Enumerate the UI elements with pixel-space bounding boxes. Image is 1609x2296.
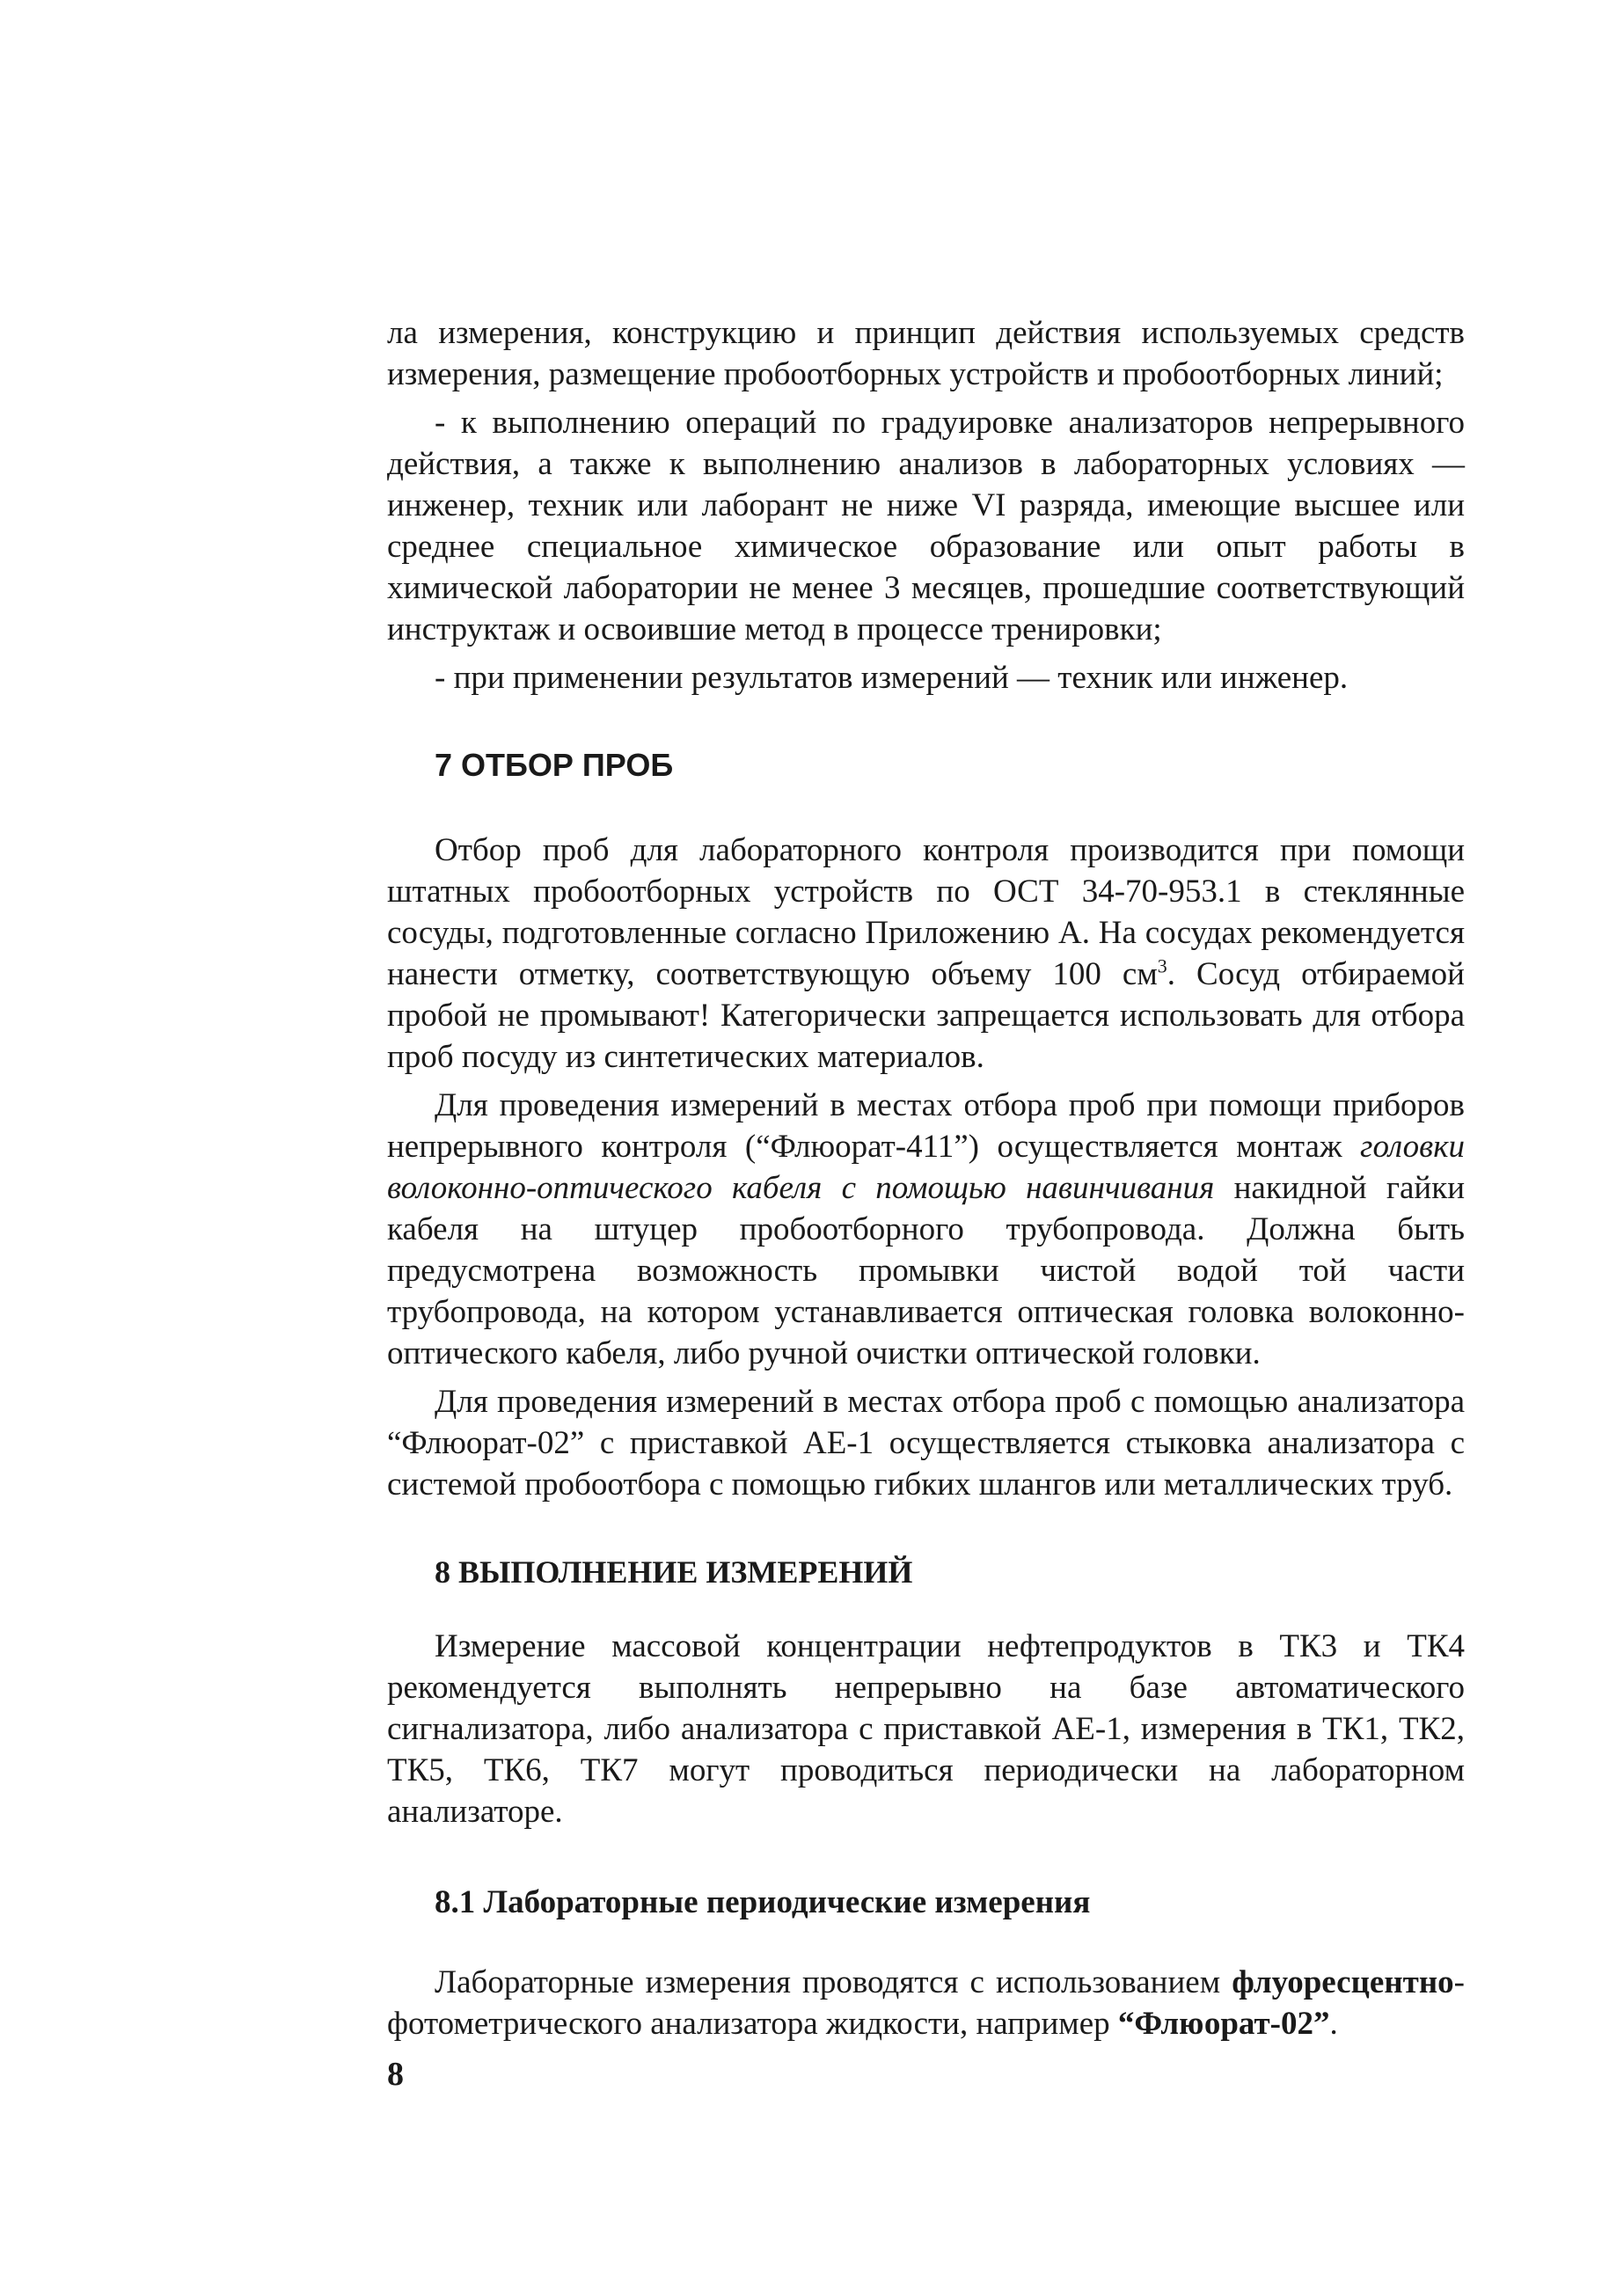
section-7-p2-italic: головки волоконно-оптического кабеля с помощью навинчивания bbox=[387, 1129, 1465, 1206]
section-7-heading: 7 ОТБОР ПРОБ bbox=[435, 747, 674, 783]
subsection-8-1-heading: 8.1 Лабораторные периодические измерения bbox=[435, 1884, 1091, 1920]
paragraph-calibration-staff: - к выполнению операций по градуировке анализаторов непрерывного действия, а также к выполнению анализов в лабораторных условиях — инженер, техник или лаборант не ниже VI разряда, имеющие высшее или среднее специальное химическое образование или опыт работы в химической лаборатории не менее 3 месяцев, прошедшие соответствующий инструктаж и освоившие метод в процессе тренировки; bbox=[387, 405, 1465, 647]
paragraph-results-staff: - при применении результатов измерений — техник или инженер. bbox=[435, 660, 1349, 696]
sub-p1-text-a: Лабораторные измерения проводятся с использованием bbox=[435, 1964, 1232, 2000]
subsection-8-1-paragraph-1 bbox=[387, 1962, 1465, 2044]
section-7-p1-text-b: . Сосуд отбираемой пробой не промывают! Категорически запрещается использовать для отбора проб посуду из синтетических материалов. bbox=[387, 956, 1465, 1075]
paragraph-continuation: ла измерения, конструкцию и принцип действия используемых средств измерения, размещение пробоотборных устройств и пробоотборных линий; bbox=[387, 315, 1465, 392]
sub-p1-text-c: . bbox=[1329, 2006, 1338, 2042]
section-7-p2-text-b: накидной гайки кабеля на штуцер пробоотборного трубопровода. Должна быть предусмотрена возможность промывки чистой водой той части трубопровода, на котором устанавливается оптическая головка волоконно-оптического кабеля, либо ручной очистки оптической головки. bbox=[387, 1170, 1465, 1371]
section-8-paragraph-1: Измерение массовой концентрации нефтепродуктов в ТК3 и ТК4 рекомендуется выполнять непрерывно на базе автоматического сигнализатора, либо анализатора с приставкой АЕ-1, измерения в ТК1, ТК2, ТК5, ТК6, ТК7 могут проводиться периодически на лабораторном анализаторе. bbox=[387, 1628, 1465, 1830]
document-page bbox=[387, 312, 1465, 2094]
sub-p1-bold-2: “Флюорат-02” bbox=[1117, 2006, 1330, 2042]
section-7-paragraph-1 bbox=[387, 830, 1465, 1078]
sub-p1-text-b: -фотометрического анализатора жидкости, например bbox=[387, 1964, 1465, 2042]
page-number: 8 bbox=[387, 2056, 404, 2093]
section-7-p2-text-a: Для проведения измерений в местах отбора проб при помощи приборов непрерывного контроля (“Флюорат-411”) осуществляется монтаж bbox=[387, 1087, 1465, 1165]
superscript-cubic: 3 bbox=[1157, 954, 1167, 977]
sub-p1-bold-1: флуоресцентно bbox=[1232, 1964, 1454, 2000]
section-8-heading: 8 ВЫПОЛНЕНИЕ ИЗМЕРЕНИЙ bbox=[435, 1554, 913, 1590]
section-7-paragraph-2 bbox=[387, 1085, 1465, 1374]
section-7-paragraph-3: Для проведения измерений в местах отбора проб с помощью анализатора “Флюорат-02” с приставкой АЕ-1 осуществляется стыковка анализатора с системой пробоотбора с помощью гибких шлангов или металлических труб. bbox=[387, 1384, 1465, 1503]
section-7-p1-text-a: Отбор проб для лабораторного контроля производится при помощи штатных пробоотборных устройств по ОСТ 34-70-953.1 в стеклянные сосуды, подготовленные согласно Приложению А. На сосудах рекомендуется нанести отметку, соответствующую объему 100 см bbox=[387, 832, 1465, 992]
